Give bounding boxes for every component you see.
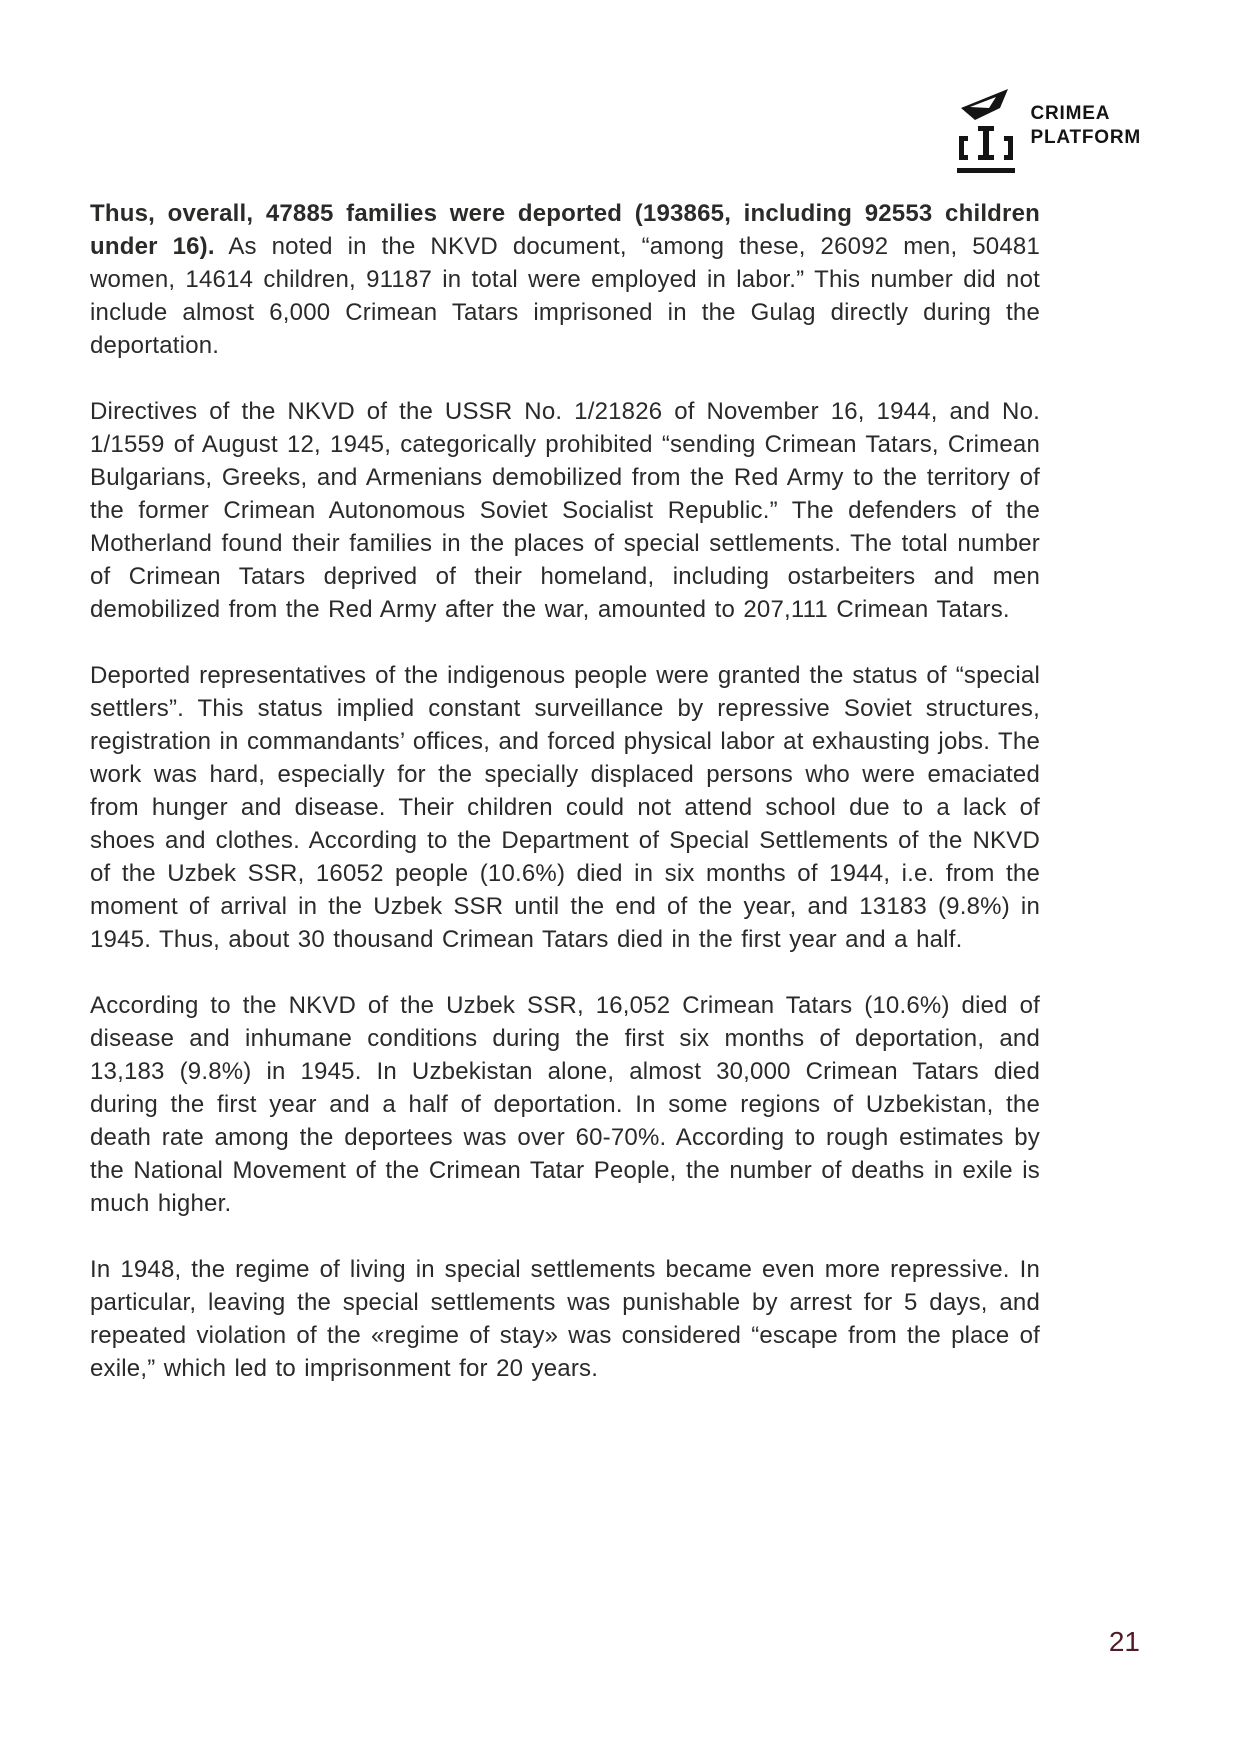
page-number: 21 (1108, 1626, 1140, 1657)
body-text (90, 197, 1040, 1418)
paragraph-uzbek-ssr-deaths: According to the NKVD of the Uzbek SSR, 16,052 Crimean Tatars (10.6%) died of disease and inhumane conditions during the first six months of deportation, and 13,183 (9.8%) in 1945. In Uzbekistan alone, almost 30,000 Crimean Tatars died during the first year and a half of deportation. In some regions of Uzbekistan, the death rate among the deportees was over 60-70%. According to rough estimates by the National Movement of the Crimean Tatar People, the number of deaths in exile is much higher. (90, 992, 1040, 1217)
paragraph-nkvd-directives: Directives of the NKVD of the USSR No. 1/21826 of November 16, 1944, and No. 1/1559 of August 12, 1945, categorically prohibited “sending Crimean Tatars, Crimean Bulgarians, Greeks, and Armenians demobilized from the Red Army to the territory of the former Crimean Autonomous Soviet Socialist Republic.” The defenders of the Motherland found their families in the places of special settlements. The total number of Crimean Tatars deprived of their homeland, including ostarbeiters and men demobilized from the Red Army after the war, amounted to 207,111 Crimean Tatars. (90, 398, 1040, 623)
tamga-logo-icon (955, 86, 1017, 178)
crimea-platform-logo (955, 86, 1141, 178)
paragraph-deportation-totals-rest: As noted in the NKVD document, “among these, 26092 men, 50481 women, 14614 children, 91187 in total were employed in labor.” This number did not include almost 6,000 Crimean Tatars imprisoned in the Gulag directly during the deportation. (90, 233, 1040, 359)
paragraph-special-settlers: Deported representatives of the indigenous people were granted the status of “special settlers”. This status implied constant surveillance by repressive Soviet structures, registration in commandants’ offices, and forced physical labor at exhausting jobs. The work was hard, especially for the specially displaced persons who were emaciated from hunger and disease. Their children could not attend school due to a lack of shoes and clothes. According to the Department of Special Settlements of the NKVD of the Uzbek SSR, 16052 people (10.6%) died in six months of 1944, i.e. from the moment of arrival in the Uzbek SSR until the end of the year, and 13183 (9.8%) in 1945. Thus, about 30 thousand Crimean Tatars died in the first year and a half. (90, 662, 1040, 953)
logo-wordmark-line2: PLATFORM (1030, 127, 1141, 148)
paragraph-1948-regime: In 1948, the regime of living in special settlements became even more repressive. In particular, leaving the special settlements was punishable by arrest for 5 days, and repeated violation of the «regime of stay» was considered “escape from the place of exile,” which led to imprisonment for 20 years. (90, 1256, 1040, 1382)
paragraph-deportation-totals-bold-lead: Thus, overall, 47885 families were deported (193865, including 92553 children under 16). (90, 200, 1040, 260)
paragraph-deportation-totals (90, 197, 1040, 362)
logo-wordmark (1030, 102, 1141, 150)
logo-wordmark-line1: CRIMEA (1030, 103, 1111, 124)
